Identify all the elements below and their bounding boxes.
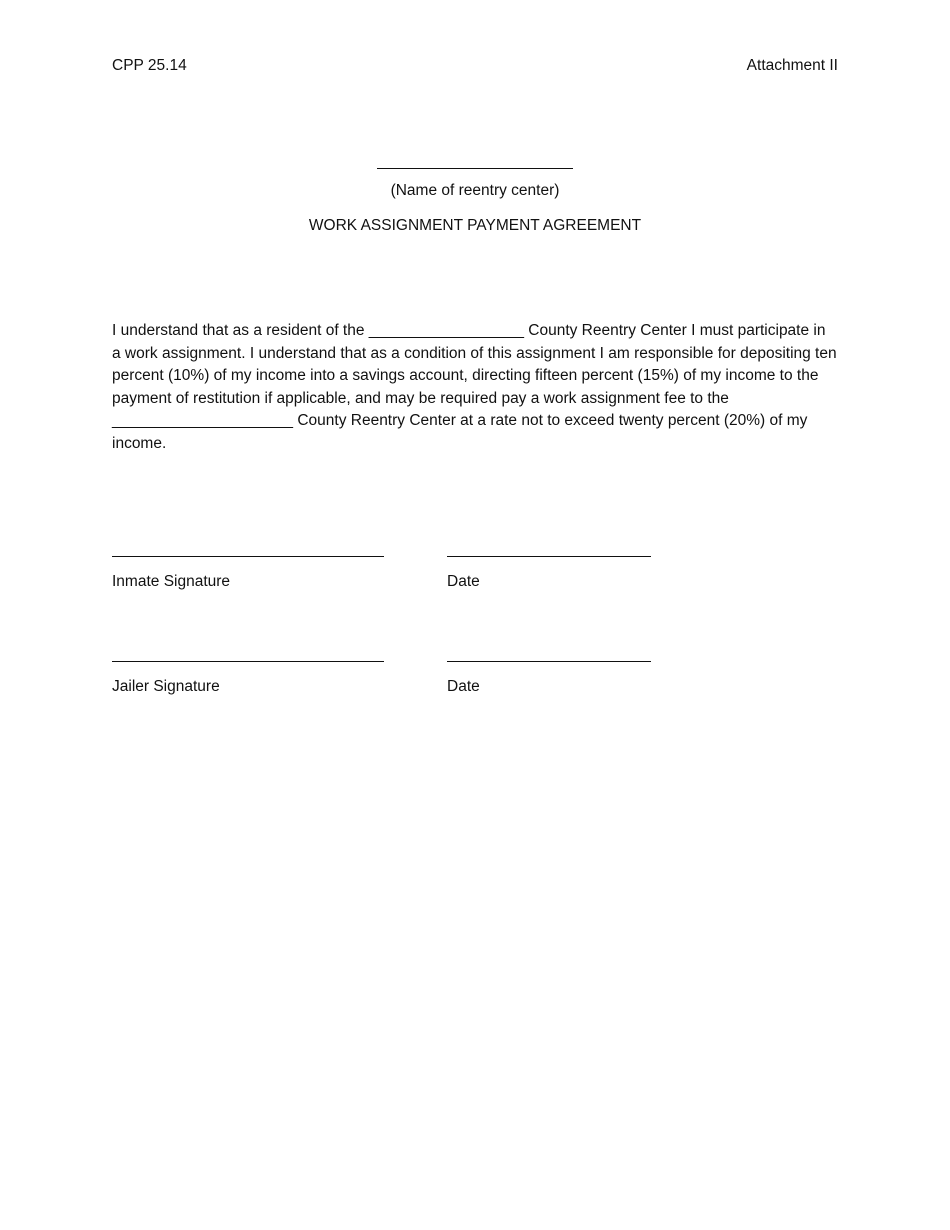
form-title: WORK ASSIGNMENT PAYMENT AGREEMENT [308, 217, 642, 234]
inmate-date-label: Date [447, 573, 480, 590]
jailer-signature-label: Jailer Signature [112, 678, 220, 695]
county-blank-1: __________________ [368, 322, 524, 339]
agreement-paragraph [112, 320, 838, 456]
reentry-center-name-line [377, 168, 573, 169]
inmate-signature-line [112, 556, 384, 557]
jailer-date-label: Date [447, 678, 480, 695]
document-id: CPP 25.14 [112, 57, 187, 74]
inmate-date-line [447, 556, 651, 557]
county-blank-2: _____________________ [112, 412, 294, 430]
jailer-signature-line [112, 661, 384, 662]
inmate-signature-label: Inmate Signature [112, 573, 231, 590]
attachment-label: Attachment II [746, 57, 838, 74]
agreement-text-part3: County Reentry Center at a rate not to exceed twenty percent (20%) of my income. [112, 412, 808, 452]
reentry-center-name-label: (Name of reentry center) [390, 182, 560, 199]
agreement-text-part1: I understand that as a resident of the [112, 322, 369, 339]
jailer-date-line [447, 661, 651, 662]
agreement-text-part2: County Reentry Center I must participate in a work assignment. I understand that as a condition of this assignment I am responsible for depositing ten percent (10%) of my income into a savings account, directing fifteen percent (15%) of my income to the payment of restitution if applicable, and may be required pay a work assignment fee to the [112, 322, 837, 407]
